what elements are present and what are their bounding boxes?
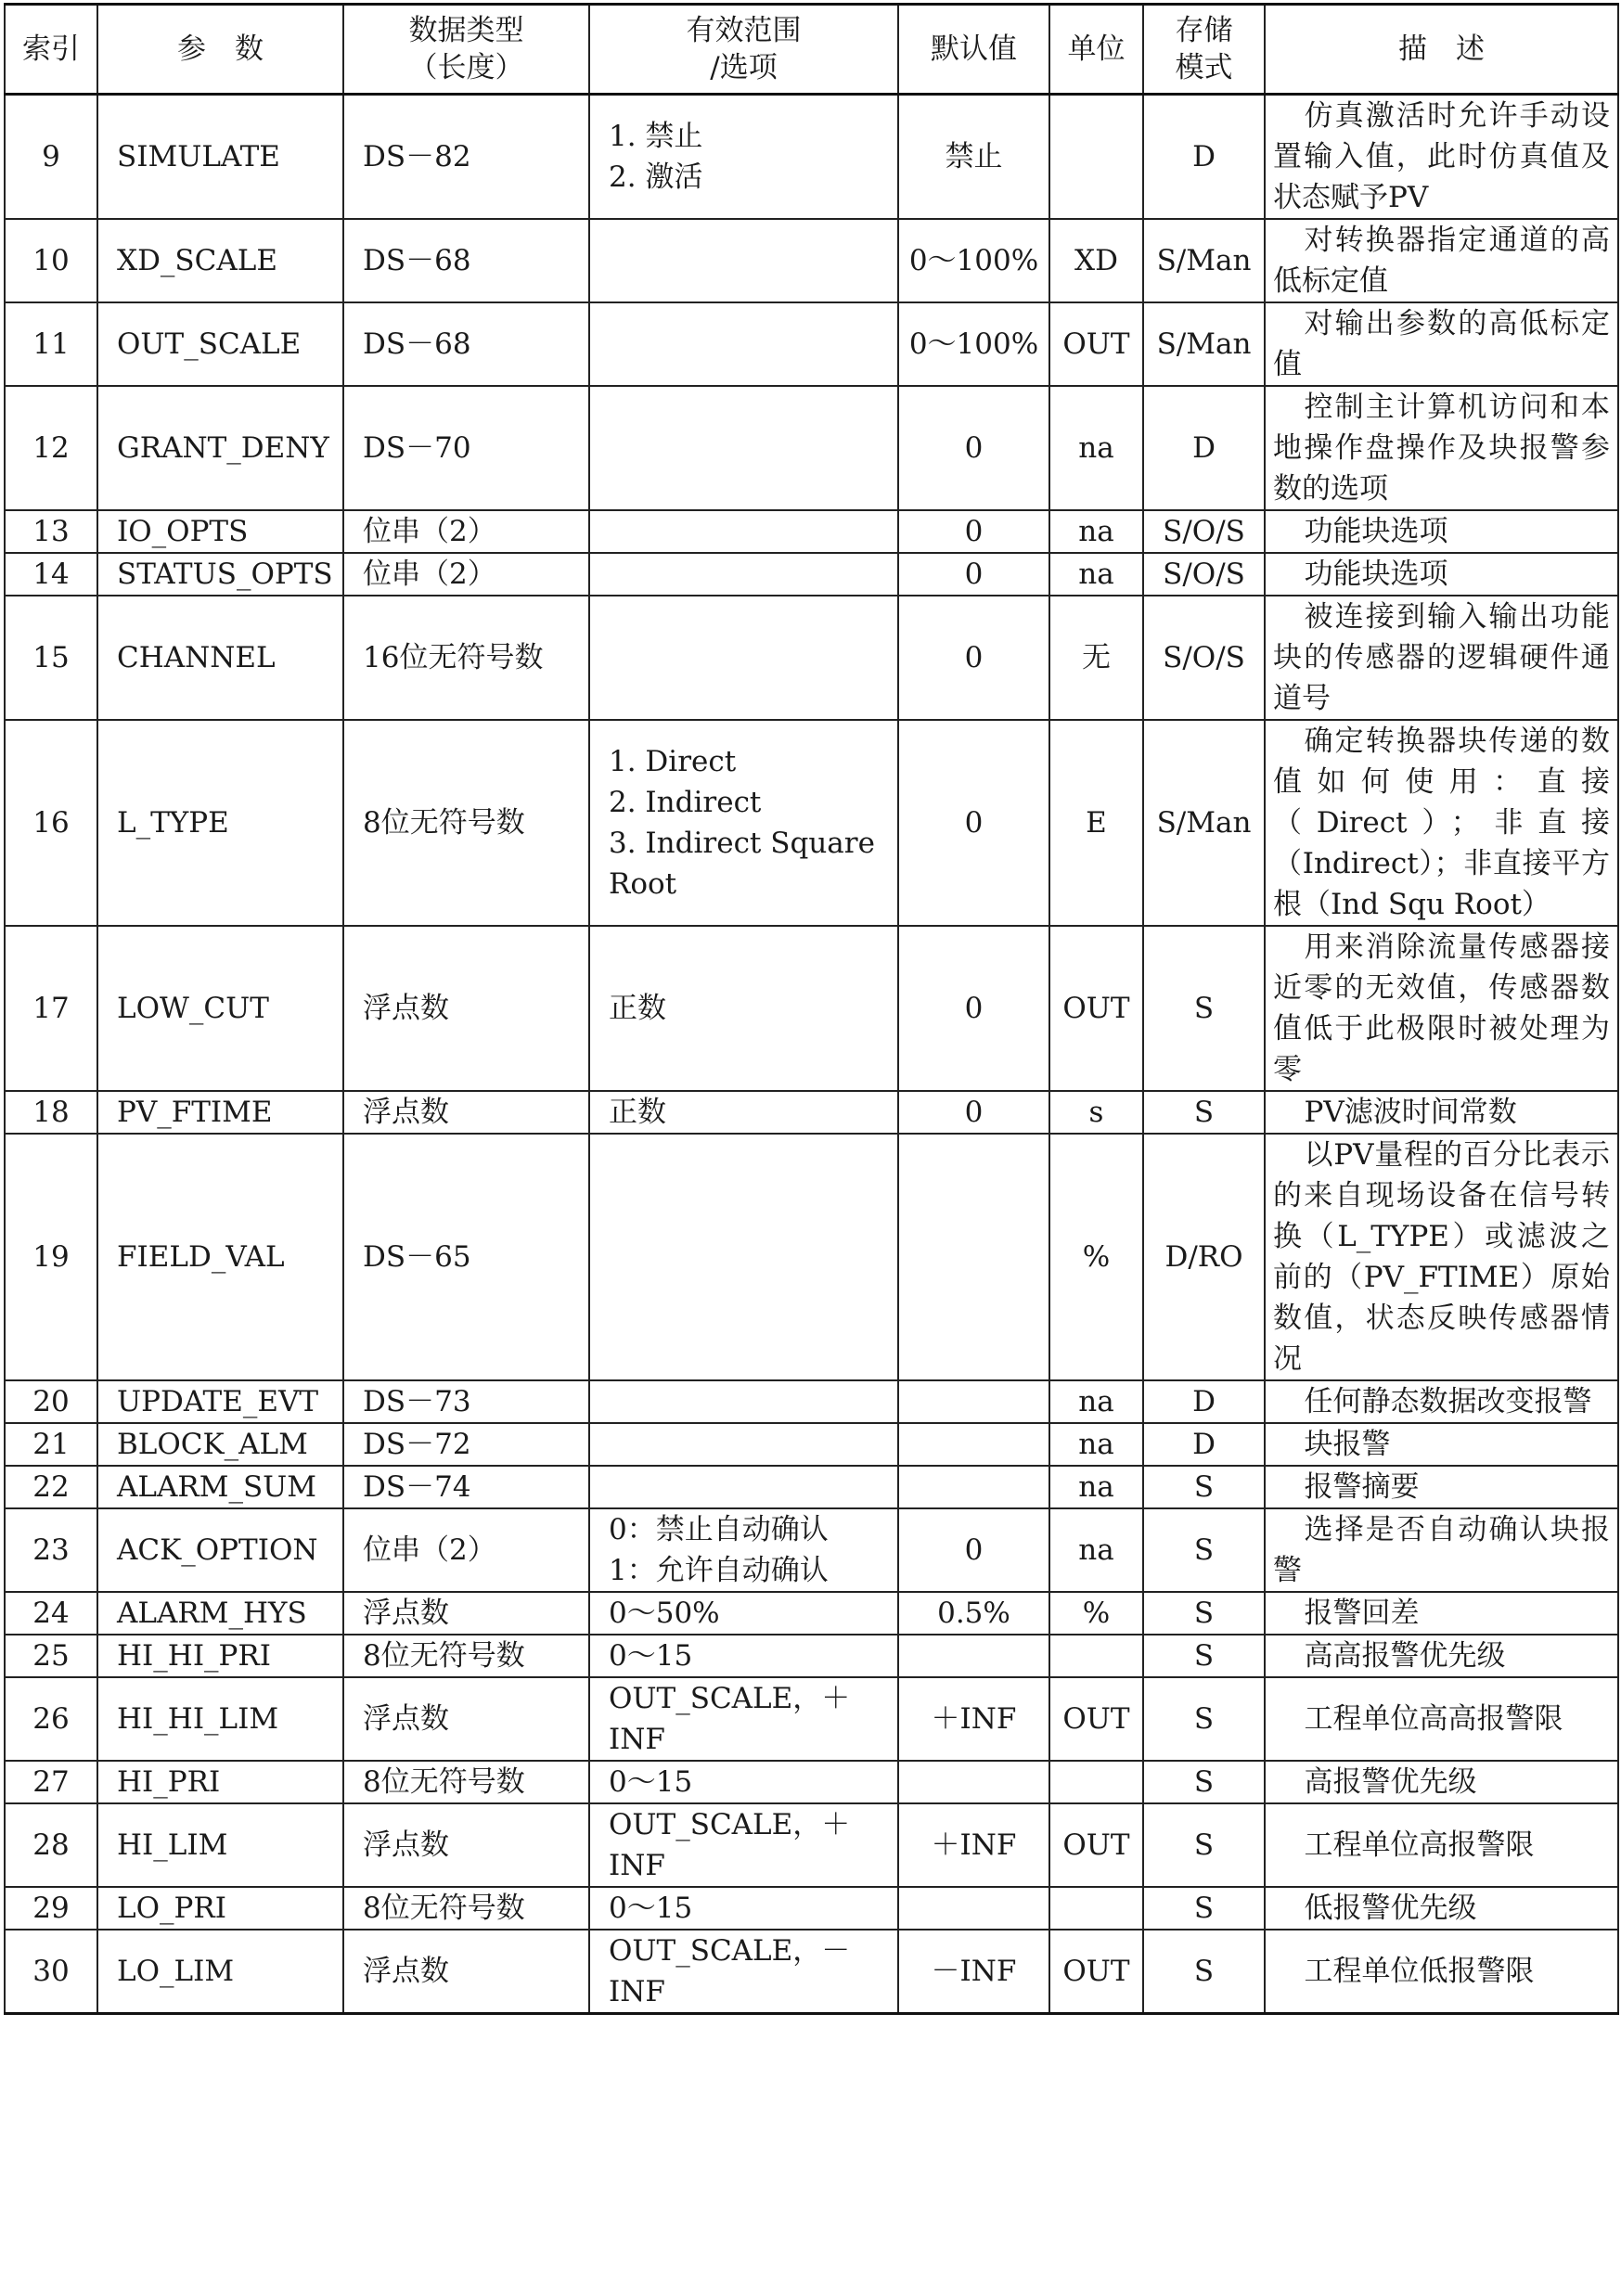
cell-unit: na	[1049, 1380, 1143, 1423]
cell-range	[589, 1761, 898, 1803]
cell-dtype: DS－82	[343, 95, 589, 220]
header-store-line1: 存储	[1175, 14, 1233, 47]
cell-range	[589, 1380, 898, 1423]
header-store	[1143, 5, 1265, 95]
cell-default	[898, 1134, 1049, 1380]
cell-desc	[1265, 1677, 1618, 1761]
header-desc: 描 述	[1265, 5, 1618, 95]
cell-store: S/Man	[1143, 302, 1265, 386]
table-row	[5, 1508, 1618, 1592]
desc-text: 高报警优先级	[1304, 1765, 1477, 1799]
desc-text: PV滤波时间常数	[1304, 1096, 1517, 1129]
cell-unit: na	[1049, 510, 1143, 553]
cell-param: HI_HI_LIM	[97, 1677, 343, 1761]
cell-param: OUT_SCALE	[97, 302, 343, 386]
desc-text: 功能块选项	[1304, 558, 1448, 591]
range-option: OUT_SCALE，＋INF	[609, 1808, 851, 1882]
range-option: 0～15	[609, 1892, 693, 1925]
cell-index: 20	[5, 1380, 97, 1423]
table-header-row	[5, 5, 1618, 95]
cell-desc	[1265, 1887, 1618, 1930]
desc-text: 功能块选项	[1304, 515, 1448, 548]
cell-range	[589, 1803, 898, 1887]
desc-text: 工程单位低报警限	[1304, 1955, 1535, 1988]
header-range	[589, 5, 898, 95]
cell-index: 17	[5, 926, 97, 1091]
cell-store: D	[1143, 95, 1265, 220]
cell-param: BLOCK_ALM	[97, 1423, 343, 1466]
desc-text: 用来消除流量传感器接近零的无效值，传感器数值低于此极限时被处理为零	[1273, 930, 1610, 1086]
cell-param: HI_LIM	[97, 1803, 343, 1887]
cell-range	[589, 1134, 898, 1380]
cell-index: 15	[5, 596, 97, 720]
table-row	[5, 1887, 1618, 1930]
cell-param: ALARM_SUM	[97, 1466, 343, 1508]
cell-param: SIMULATE	[97, 95, 343, 220]
cell-default: 0～100%	[898, 302, 1049, 386]
cell-dtype: DS－68	[343, 219, 589, 302]
cell-index: 28	[5, 1803, 97, 1887]
cell-index: 18	[5, 1091, 97, 1134]
cell-desc	[1265, 95, 1618, 220]
cell-store: S/O/S	[1143, 596, 1265, 720]
cell-default: 0.5%	[898, 1592, 1049, 1635]
cell-unit: OUT	[1049, 1930, 1143, 2014]
cell-unit: %	[1049, 1592, 1143, 1635]
cell-dtype: 浮点数	[343, 1930, 589, 2014]
cell-desc	[1265, 720, 1618, 926]
desc-text: 任何静态数据改变报警	[1304, 1385, 1592, 1418]
range-option: OUT_SCALE，－INF	[609, 1934, 851, 2008]
cell-index: 10	[5, 219, 97, 302]
cell-range	[589, 1677, 898, 1761]
cell-index: 12	[5, 386, 97, 510]
cell-range	[589, 1930, 898, 2014]
cell-range	[589, 510, 898, 553]
cell-store: D	[1143, 1380, 1265, 1423]
cell-desc	[1265, 1380, 1618, 1423]
desc-text: 被连接到输入输出功能块的传感器的逻辑硬件通道号	[1273, 600, 1610, 715]
cell-unit	[1049, 1761, 1143, 1803]
cell-param: L_TYPE	[97, 720, 343, 926]
cell-default: 0	[898, 596, 1049, 720]
cell-desc	[1265, 510, 1618, 553]
desc-text: 控制主计算机访问和本地操作盘操作及块报警参数的选项	[1273, 391, 1610, 506]
cell-store: S	[1143, 1887, 1265, 1930]
cell-desc	[1265, 553, 1618, 596]
table-row	[5, 926, 1618, 1091]
table-row	[5, 1592, 1618, 1635]
cell-store: D/RO	[1143, 1134, 1265, 1380]
desc-text: 报警摘要	[1304, 1470, 1420, 1504]
header-index: 索引	[5, 5, 97, 95]
cell-store: S	[1143, 1761, 1265, 1803]
cell-range	[589, 1466, 898, 1508]
cell-unit: na	[1049, 1423, 1143, 1466]
cell-store: S	[1143, 1508, 1265, 1592]
cell-range	[589, 596, 898, 720]
desc-text: 工程单位高高报警限	[1304, 1702, 1563, 1736]
table-row	[5, 1466, 1618, 1508]
cell-store: S	[1143, 1091, 1265, 1134]
cell-param: HI_HI_PRI	[97, 1635, 343, 1677]
desc-text: 块报警	[1304, 1428, 1391, 1461]
desc-text: 对转换器指定通道的高低标定值	[1273, 224, 1610, 298]
table-row	[5, 95, 1618, 220]
cell-default	[898, 1423, 1049, 1466]
table-row	[5, 1380, 1618, 1423]
cell-store: S	[1143, 1930, 1265, 2014]
table-row	[5, 1134, 1618, 1380]
table-row	[5, 1930, 1618, 2014]
desc-text: 对输出参数的高低标定值	[1273, 307, 1610, 381]
table-row	[5, 1677, 1618, 1761]
cell-desc	[1265, 1635, 1618, 1677]
cell-param: PV_FTIME	[97, 1091, 343, 1134]
header-store-line2: 模式	[1175, 51, 1233, 84]
cell-index: 29	[5, 1887, 97, 1930]
cell-param: STATUS_OPTS	[97, 553, 343, 596]
cell-default	[898, 1380, 1049, 1423]
cell-default: ＋INF	[898, 1677, 1049, 1761]
cell-dtype: 位串（2）	[343, 553, 589, 596]
range-option: 1. 禁止	[609, 120, 703, 153]
cell-unit: OUT	[1049, 1803, 1143, 1887]
cell-param: HI_PRI	[97, 1761, 343, 1803]
cell-default: 0～100%	[898, 219, 1049, 302]
cell-index: 30	[5, 1930, 97, 2014]
cell-range	[589, 386, 898, 510]
cell-desc	[1265, 1091, 1618, 1134]
cell-unit: OUT	[1049, 926, 1143, 1091]
cell-index: 16	[5, 720, 97, 926]
cell-dtype: 8位无符号数	[343, 1761, 589, 1803]
cell-default	[898, 1761, 1049, 1803]
cell-store: S/Man	[1143, 720, 1265, 926]
cell-desc	[1265, 926, 1618, 1091]
cell-default	[898, 1635, 1049, 1677]
cell-default	[898, 1466, 1049, 1508]
cell-default: 0	[898, 386, 1049, 510]
cell-dtype: 8位无符号数	[343, 1635, 589, 1677]
cell-param: CHANNEL	[97, 596, 343, 720]
table-row	[5, 1803, 1618, 1887]
cell-default: 0	[898, 510, 1049, 553]
cell-store: S	[1143, 1677, 1265, 1761]
header-dtype-line1: 数据类型	[408, 14, 524, 47]
cell-param: GRANT_DENY	[97, 386, 343, 510]
range-option: 0：禁止自动确认	[609, 1513, 829, 1546]
cell-param: ALARM_HYS	[97, 1592, 343, 1635]
cell-unit: s	[1049, 1091, 1143, 1134]
cell-param: UPDATE_EVT	[97, 1380, 343, 1423]
cell-dtype: 浮点数	[343, 1803, 589, 1887]
range-option: 0～50%	[609, 1597, 720, 1630]
cell-param: LOW_CUT	[97, 926, 343, 1091]
header-dtype	[343, 5, 589, 95]
desc-text: 报警回差	[1304, 1597, 1420, 1630]
table-row	[5, 1761, 1618, 1803]
cell-default: 禁止	[898, 95, 1049, 220]
range-option: 1：允许自动确认	[609, 1554, 829, 1587]
cell-dtype: 8位无符号数	[343, 720, 589, 926]
cell-default: 0	[898, 1508, 1049, 1592]
cell-desc	[1265, 302, 1618, 386]
cell-desc	[1265, 1508, 1618, 1592]
header-dtype-line2: （长度）	[408, 51, 524, 84]
cell-dtype: DS－73	[343, 1380, 589, 1423]
cell-dtype: DS－65	[343, 1134, 589, 1380]
desc-text: 低报警优先级	[1304, 1892, 1477, 1925]
cell-range	[589, 219, 898, 302]
cell-index: 24	[5, 1592, 97, 1635]
cell-desc	[1265, 1930, 1618, 2014]
cell-dtype: 浮点数	[343, 926, 589, 1091]
cell-unit	[1049, 1635, 1143, 1677]
header-default: 默认值	[898, 5, 1049, 95]
cell-index: 25	[5, 1635, 97, 1677]
cell-dtype: 位串（2）	[343, 1508, 589, 1592]
cell-unit: OUT	[1049, 302, 1143, 386]
cell-unit: na	[1049, 553, 1143, 596]
cell-range	[589, 720, 898, 926]
table-row	[5, 219, 1618, 302]
table-row	[5, 1091, 1618, 1134]
cell-store: D	[1143, 1423, 1265, 1466]
cell-range	[589, 302, 898, 386]
cell-store: S	[1143, 1592, 1265, 1635]
cell-index: 13	[5, 510, 97, 553]
cell-desc	[1265, 1423, 1618, 1466]
range-option: OUT_SCALE，＋INF	[609, 1682, 851, 1756]
cell-param: IO_OPTS	[97, 510, 343, 553]
cell-desc	[1265, 1592, 1618, 1635]
desc-text: 确定转换器块传递的数值如何使用：直接（Direct）；非直接（Indirect）；非直接平方根（Ind Squ Root）	[1273, 725, 1610, 921]
cell-dtype: DS－68	[343, 302, 589, 386]
table-body	[5, 95, 1618, 2014]
cell-index: 14	[5, 553, 97, 596]
range-option: 1. Direct	[609, 745, 737, 778]
cell-range	[589, 1508, 898, 1592]
cell-range	[589, 1423, 898, 1466]
cell-index: 19	[5, 1134, 97, 1380]
cell-unit: na	[1049, 1508, 1143, 1592]
cell-dtype: DS－74	[343, 1466, 589, 1508]
header-param: 参 数	[97, 5, 343, 95]
cell-dtype: DS－72	[343, 1423, 589, 1466]
header-range-line2: /选项	[710, 51, 778, 84]
table-row	[5, 596, 1618, 720]
cell-dtype: 浮点数	[343, 1592, 589, 1635]
range-option: 0～15	[609, 1639, 693, 1673]
cell-param: FIELD_VAL	[97, 1134, 343, 1380]
desc-text: 工程单位高报警限	[1304, 1828, 1535, 1862]
cell-store: S/O/S	[1143, 510, 1265, 553]
cell-dtype: 8位无符号数	[343, 1887, 589, 1930]
table-row	[5, 386, 1618, 510]
cell-desc	[1265, 596, 1618, 720]
cell-index: 21	[5, 1423, 97, 1466]
desc-text: 高高报警优先级	[1304, 1639, 1506, 1673]
cell-unit: na	[1049, 386, 1143, 510]
cell-store: S	[1143, 1635, 1265, 1677]
table-row	[5, 302, 1618, 386]
table-row	[5, 510, 1618, 553]
table-row	[5, 1423, 1618, 1466]
cell-param: ACK_OPTION	[97, 1508, 343, 1592]
cell-unit: 无	[1049, 596, 1143, 720]
cell-dtype: 浮点数	[343, 1677, 589, 1761]
cell-index: 11	[5, 302, 97, 386]
header-unit: 单位	[1049, 5, 1143, 95]
table-row	[5, 1635, 1618, 1677]
cell-index: 9	[5, 95, 97, 220]
desc-text: 选择是否自动确认块报警	[1273, 1513, 1610, 1587]
cell-range	[589, 926, 898, 1091]
cell-store: S/Man	[1143, 219, 1265, 302]
range-option: 2. Indirect	[609, 786, 762, 819]
cell-unit: %	[1049, 1134, 1143, 1380]
cell-desc	[1265, 1761, 1618, 1803]
cell-unit: OUT	[1049, 1677, 1143, 1761]
cell-unit	[1049, 95, 1143, 220]
cell-index: 23	[5, 1508, 97, 1592]
cell-range	[589, 1592, 898, 1635]
cell-default: 0	[898, 720, 1049, 926]
cell-default	[898, 1887, 1049, 1930]
cell-unit: E	[1049, 720, 1143, 926]
cell-range	[589, 1635, 898, 1677]
cell-default: 0	[898, 926, 1049, 1091]
range-option: 正数	[609, 1096, 666, 1129]
cell-param: LO_PRI	[97, 1887, 343, 1930]
cell-default: ＋INF	[898, 1803, 1049, 1887]
cell-desc	[1265, 1803, 1618, 1887]
desc-text: 以PV量程的百分比表示的来自现场设备在信号转换（L_TYPE）或滤波之前的（PV_FTIME）原始数值，状态反映传感器情况	[1273, 1138, 1610, 1376]
range-option: 正数	[609, 992, 666, 1025]
cell-store: D	[1143, 386, 1265, 510]
cell-default: 0	[898, 1091, 1049, 1134]
header-range-line1: 有效范围	[686, 14, 802, 47]
cell-dtype: 位串（2）	[343, 510, 589, 553]
parameter-table	[4, 3, 1619, 2015]
cell-desc	[1265, 1466, 1618, 1508]
cell-index: 26	[5, 1677, 97, 1761]
cell-unit	[1049, 1887, 1143, 1930]
range-option: 0～15	[609, 1765, 693, 1799]
cell-param: XD_SCALE	[97, 219, 343, 302]
cell-range	[589, 1887, 898, 1930]
table-row	[5, 553, 1618, 596]
cell-unit: XD	[1049, 219, 1143, 302]
cell-desc	[1265, 386, 1618, 510]
cell-dtype: 16位无符号数	[343, 596, 589, 720]
range-option: 3. Indirect Square Root	[609, 827, 875, 901]
range-option: 2. 激活	[609, 160, 703, 194]
cell-store: S	[1143, 1803, 1265, 1887]
cell-desc	[1265, 1134, 1618, 1380]
cell-dtype: DS－70	[343, 386, 589, 510]
cell-store: S/O/S	[1143, 553, 1265, 596]
table-row	[5, 720, 1618, 926]
cell-store: S	[1143, 1466, 1265, 1508]
cell-dtype: 浮点数	[343, 1091, 589, 1134]
cell-desc	[1265, 219, 1618, 302]
cell-range	[589, 553, 898, 596]
cell-unit: na	[1049, 1466, 1143, 1508]
cell-index: 22	[5, 1466, 97, 1508]
cell-store: S	[1143, 926, 1265, 1091]
desc-text: 仿真激活时允许手动设置输入值，此时仿真值及状态赋予PV	[1273, 99, 1610, 214]
cell-default: －INF	[898, 1930, 1049, 2014]
cell-index: 27	[5, 1761, 97, 1803]
cell-default: 0	[898, 553, 1049, 596]
cell-param: LO_LIM	[97, 1930, 343, 2014]
cell-range	[589, 1091, 898, 1134]
cell-range	[589, 95, 898, 220]
